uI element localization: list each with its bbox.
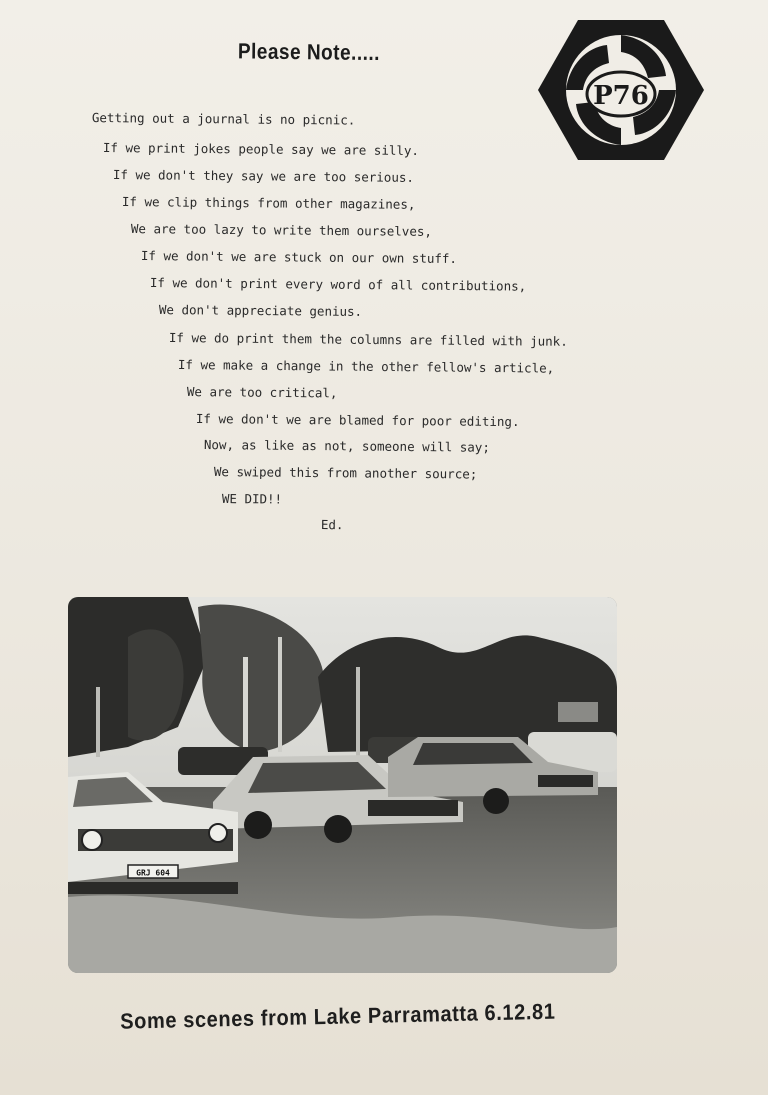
parked-cars-photo-icon (68, 597, 617, 973)
poem-line: If we don't they say we are too serious. (112, 167, 415, 185)
p76-logo-icon (536, 16, 706, 164)
poem-line: If we make a change in the other fellow's article, (177, 357, 555, 376)
photo-caption: Some scenes from Lake Parramatta 6.12.81 (120, 999, 556, 1035)
poem-line: We are too lazy to write them ourselves, (130, 221, 433, 239)
poem-line: WE DID!! (221, 491, 283, 507)
poem-line: Now, as like as not, someone will say; (203, 437, 490, 455)
poem-line: If we don't print every word of all contributions, (149, 275, 527, 294)
license-plate: GRJ 604 (136, 868, 170, 878)
page-heading: Please Note..... (237, 40, 381, 66)
poem-line: If we print jokes people say we are silly. (102, 140, 420, 159)
poem-line: Getting out a journal is no picnic. (91, 110, 356, 128)
poem-line: We swiped this from another source; (213, 464, 478, 482)
poem-line: We are too critical, (186, 384, 338, 401)
poem-line: If we clip things from other magazines, (121, 194, 416, 212)
poem-line: If we don't we are blamed for poor editing. (195, 411, 520, 430)
poem-line: If we don't we are stuck on our own stuff. (140, 248, 458, 267)
logo-text: P76 (593, 81, 649, 111)
editor-signature: Ed. (320, 517, 344, 533)
poem-line: We don't appreciate genius. (158, 302, 363, 319)
poem-line: If we do print them the columns are filled with junk. (168, 330, 568, 349)
